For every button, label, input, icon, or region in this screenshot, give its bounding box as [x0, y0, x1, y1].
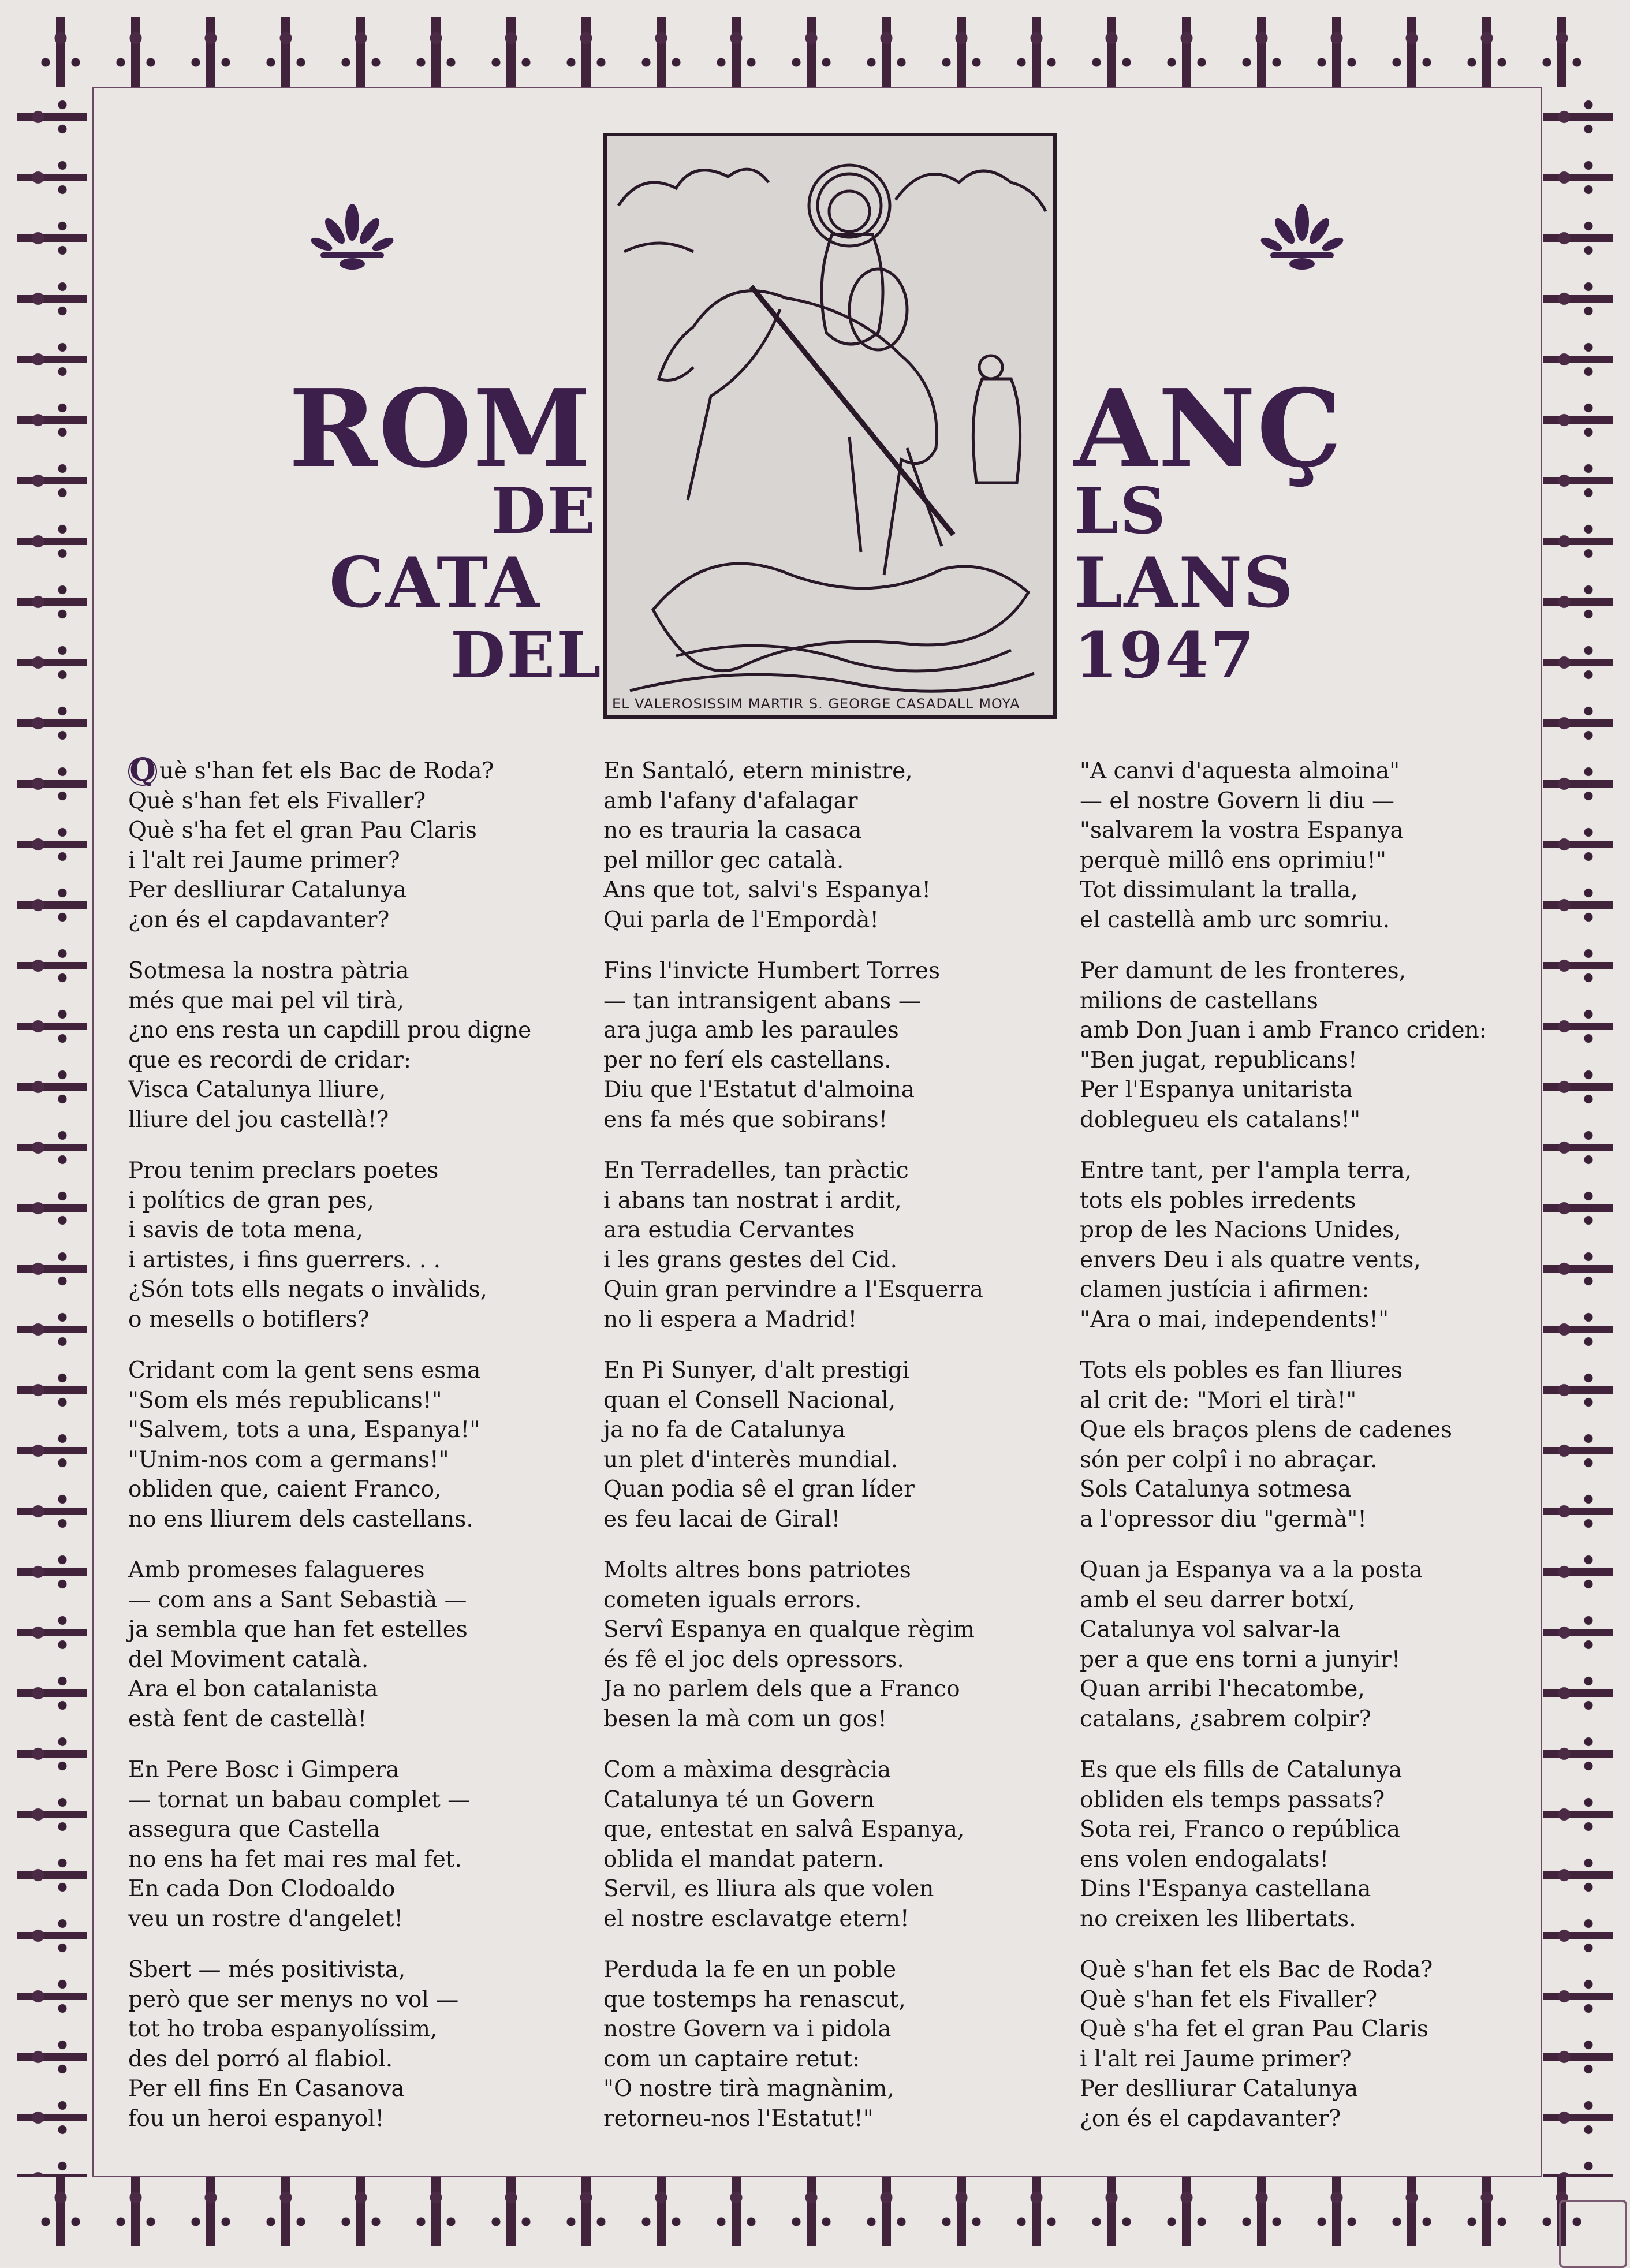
verse-text: a l'opressor diu "germà"!	[1080, 1506, 1367, 1532]
verse-line	[603, 875, 1065, 905]
verse-text: fou un heroi espanyol!	[128, 2105, 385, 2132]
verse-line	[1080, 1955, 1542, 1985]
verse-text: veu un rostre d'angelet!	[128, 1905, 404, 1932]
verse-line	[128, 1904, 590, 1934]
verse-text: un plet d'interès mundial.	[603, 1446, 898, 1473]
verse-line	[128, 1415, 590, 1445]
verse-line	[1080, 1874, 1542, 1904]
verse-text: i l'alt rei Jaume primer?	[128, 847, 400, 874]
verse-line	[1080, 1555, 1542, 1586]
title-del: DEL	[450, 618, 602, 692]
verse-text: lliure del jou castellà!?	[128, 1106, 389, 1133]
verse-line	[128, 1245, 590, 1275]
verse-text: Qui parla de l'Empordà!	[603, 907, 879, 933]
verse-text: Quan arribi l'hecatombe,	[1080, 1676, 1365, 1702]
verse-line	[1080, 1704, 1542, 1734]
verse-text: "salvarem la vostra Espanya	[1080, 818, 1404, 844]
verse-text: — tornat un babau complet —	[128, 1786, 471, 1813]
verse-text: Quan ja Espanya va a la posta	[1080, 1557, 1423, 1583]
verse-text: obliden que, caient Franco,	[128, 1476, 442, 1502]
verse-line	[1080, 1075, 1542, 1105]
verse-text: perquè millô ens oprimiu!"	[1080, 847, 1386, 874]
verse-text: es feu lacai de Giral!	[603, 1506, 841, 1532]
verse-line	[1080, 1985, 1542, 2015]
verse-text: envers Deu i als quatre vents,	[1080, 1247, 1421, 1273]
verse-text: ens fa més que sobirans!	[603, 1106, 888, 1133]
verse-line	[603, 1415, 1065, 1445]
verse-line	[603, 1075, 1065, 1105]
verse-text: quan el Consell Nacional,	[603, 1387, 896, 1413]
verse-text: catalans, ¿sabrem colpir?	[1080, 1706, 1371, 1732]
verse-line	[1080, 1415, 1542, 1445]
verse-line	[128, 1156, 590, 1186]
verse-line	[1080, 1785, 1542, 1815]
title-anc: ANÇ	[1074, 365, 1343, 491]
stanza	[1080, 956, 1542, 1135]
verse-line	[1080, 1586, 1542, 1616]
verse-line	[128, 986, 590, 1016]
verse-line	[603, 1755, 1065, 1785]
verse-line	[603, 956, 1065, 986]
verse-line	[1080, 1815, 1542, 1845]
verse-text: i abans tan nostrat i ardit,	[603, 1187, 902, 1214]
stanza	[603, 1755, 1065, 1934]
verse-text: cometen iguals errors.	[603, 1587, 862, 1613]
verse-line	[128, 1356, 590, 1386]
verse-text: amb Don Juan i amb Franco criden:	[1080, 1017, 1487, 1043]
verse-line	[603, 1586, 1065, 1616]
stanza	[603, 1555, 1065, 1734]
verse-text: no es trauria la casaca	[603, 818, 862, 844]
verse-text: Servî Espanya en qualque règim	[603, 1617, 975, 1643]
ornamental-border-top	[23, 17, 1607, 87]
verse-line	[1080, 786, 1542, 816]
poem-column-2	[603, 756, 1065, 2155]
verse-line	[128, 956, 590, 986]
verse-line	[603, 1356, 1065, 1386]
verse-line	[603, 1815, 1065, 1845]
stanza	[128, 1555, 590, 1734]
verse-line	[603, 905, 1065, 935]
verse-text: En Terradelles, tan pràctic	[603, 1158, 909, 1184]
verse-line	[603, 1874, 1065, 1904]
verse-text: Quin gran pervindre a l'Esquerra	[603, 1277, 983, 1303]
verse-line	[1080, 1615, 1542, 1645]
verse-line	[128, 1815, 590, 1845]
verse-line	[128, 786, 590, 816]
verse-text: no li espera a Madrid!	[603, 1306, 857, 1333]
verse-line	[603, 1615, 1065, 1645]
verse-text: "Ara o mai, independents!"	[1080, 1306, 1389, 1333]
verse-text: Que els braços plens de cadenes	[1080, 1417, 1452, 1443]
ornamental-border-bottom	[23, 2177, 1607, 2246]
verse-line	[128, 753, 590, 788]
stanza	[1080, 1955, 1542, 2133]
verse-text: Catalunya vol salvar-la	[1080, 1617, 1341, 1643]
verse-line	[128, 1046, 590, 1076]
verse-line	[128, 1475, 590, 1505]
verse-line	[603, 1985, 1065, 2015]
drop-cap: Q	[128, 757, 157, 786]
verse-line	[1080, 2104, 1542, 2134]
fleuron-right-icon	[1259, 199, 1345, 274]
verse-text: i polítics de gran pes,	[128, 1187, 374, 1214]
verse-line	[1080, 2045, 1542, 2075]
verse-text: però que ser menys no vol —	[128, 1986, 459, 2013]
verse-text: i savis de tota mena,	[128, 1217, 363, 1243]
title-ls: LS	[1074, 473, 1167, 548]
stanza	[1080, 1156, 1542, 1334]
verse-text: per no ferí els castellans.	[603, 1047, 892, 1073]
stanza	[1080, 756, 1542, 935]
verse-text: Entre tant, per l'ampla terra,	[1080, 1158, 1412, 1184]
verse-text: ¿on és el capdavanter?	[1080, 2105, 1341, 2132]
verse-text: Ans que tot, salvi's Espanya!	[603, 877, 931, 903]
verse-text: Catalunya té un Govern	[603, 1786, 875, 1813]
verse-line	[603, 986, 1065, 1016]
verse-line	[603, 1386, 1065, 1416]
stanza	[128, 956, 590, 1135]
verse-line	[603, 1785, 1065, 1815]
verse-line	[128, 1445, 590, 1475]
verse-line	[603, 1275, 1065, 1305]
stanza	[128, 1755, 590, 1934]
verse-text: En Santaló, etern ministre,	[603, 758, 913, 784]
verse-line	[1080, 986, 1542, 1016]
verse-line	[1080, 1445, 1542, 1475]
verse-text: tots els pobles irredents	[1080, 1187, 1356, 1214]
verse-text: ja sembla que han fet estelles	[128, 1617, 468, 1643]
verse-line	[128, 905, 590, 935]
verse-line	[603, 1305, 1065, 1335]
verse-text: En cada Don Clodoaldo	[128, 1876, 396, 1902]
ornamental-border-left	[17, 87, 87, 2177]
verse-line	[1080, 1845, 1542, 1875]
verse-text: que es recordi de cridar:	[128, 1047, 411, 1073]
verse-text: Servil, es lliura als que volen	[603, 1876, 934, 1902]
verse-text: Per damunt de les fronteres,	[1080, 958, 1407, 984]
verse-text: clamen justícia i afirmen:	[1080, 1277, 1370, 1303]
verse-line	[603, 846, 1065, 876]
stanza	[603, 1156, 1065, 1334]
verse-text: Per l'Espanya unitarista	[1080, 1077, 1353, 1103]
woodcut-caption: EL VALEROSISSIM MARTIR S. GEORGE CASADALL MOYA	[612, 696, 1020, 712]
verse-text: Sols Catalunya sotmesa	[1080, 1476, 1351, 1502]
verse-line	[1080, 1755, 1542, 1785]
verse-line	[603, 1046, 1065, 1076]
stanza	[128, 1955, 590, 2133]
verse-text: "Som els més republicans!"	[128, 1387, 442, 1413]
verse-text: Què s'han fet els Fivaller?	[128, 788, 426, 814]
verse-line	[128, 1505, 590, 1535]
verse-text: ja no fa de Catalunya	[603, 1417, 846, 1443]
verse-line	[1080, 1016, 1542, 1046]
verse-text: retorneu-nos l'Estatut!"	[603, 2105, 874, 2132]
verse-line	[603, 1674, 1065, 1704]
verse-line	[603, 1105, 1065, 1135]
verse-line	[1080, 1904, 1542, 1934]
verse-text: des del porró al flabiol.	[128, 2046, 393, 2072]
verse-line	[128, 1555, 590, 1586]
verse-line	[1080, 2015, 1542, 2045]
verse-text: ¿Són tots ells negats o invàlids,	[128, 1277, 487, 1303]
archive-stamp	[1559, 2200, 1627, 2268]
verse-line	[603, 1245, 1065, 1275]
verse-text: ara juga amb les paraules	[603, 1017, 899, 1043]
verse-line	[128, 1704, 590, 1734]
stanza	[603, 1955, 1065, 2133]
verse-text: Molts altres bons patriotes	[603, 1557, 911, 1583]
verse-line	[1080, 875, 1542, 905]
verse-line	[128, 2015, 590, 2045]
verse-text: Visca Catalunya lliure,	[128, 1077, 386, 1103]
verse-text: En Pere Bosc i Gimpera	[128, 1757, 400, 1783]
verse-line	[128, 1215, 590, 1245]
verse-text: Tot dissimulant la tralla,	[1080, 877, 1358, 903]
verse-text: Ja no parlem dels que a Franco	[603, 1676, 960, 1702]
verse-line	[128, 1845, 590, 1875]
verse-line	[603, 786, 1065, 816]
verse-text: assegura que Castella	[128, 1816, 381, 1842]
verse-text: Tots els pobles es fan lliures	[1080, 1357, 1403, 1383]
verse-text: nostre Govern va i pidola	[603, 2016, 892, 2042]
stanza	[128, 1156, 590, 1334]
verse-line	[603, 1215, 1065, 1245]
verse-text: besen la mà com un gos!	[603, 1706, 887, 1732]
verse-text: oblida el mandat patern.	[603, 1846, 885, 1872]
verse-line	[128, 1075, 590, 1105]
stanza	[603, 1356, 1065, 1534]
verse-line	[603, 756, 1065, 786]
verse-text: uè s'han fet els Bac de Roda?	[159, 758, 494, 784]
verse-line	[128, 1305, 590, 1335]
verse-text: pel millor gec català.	[603, 847, 844, 874]
verse-line	[128, 1645, 590, 1675]
verse-text: Què s'han fet els Fivaller?	[1080, 1986, 1378, 2013]
verse-line	[128, 1186, 590, 1216]
verse-line	[128, 1016, 590, 1046]
verse-text: que tostemps ha renascut,	[603, 1986, 906, 2013]
verse-line	[1080, 1475, 1542, 1505]
verse-text: amb l'afany d'afalagar	[603, 788, 858, 814]
verse-line	[128, 1985, 590, 2015]
verse-line	[128, 846, 590, 876]
verse-text: és fê el joc dels opressors.	[603, 1646, 904, 1673]
verse-text: Sotmesa la nostra pàtria	[128, 958, 409, 984]
title-year: 1947	[1074, 618, 1256, 692]
ornamental-border-right	[1543, 87, 1613, 2177]
verse-line	[1080, 1275, 1542, 1305]
verse-text: Per deslliurar Catalunya	[1080, 2076, 1359, 2102]
verse-text: el nostre esclavatge etern!	[603, 1905, 909, 1932]
verse-text: ¿no ens resta un capdill prou digne	[128, 1017, 532, 1043]
verse-line	[603, 1904, 1065, 1934]
verse-line	[603, 1645, 1065, 1675]
verse-line	[1080, 1215, 1542, 1245]
verse-line	[128, 1586, 590, 1616]
verse-line	[128, 1874, 590, 1904]
verse-line	[603, 1445, 1065, 1475]
stanza	[1080, 1356, 1542, 1534]
verse-text: no ens lliurem dels castellans.	[128, 1506, 473, 1532]
verse-text: Quan podia sê el gran líder	[603, 1476, 915, 1502]
verse-line	[1080, 1505, 1542, 1535]
stanza	[603, 756, 1065, 935]
verse-line	[603, 2015, 1065, 2045]
verse-line	[603, 1505, 1065, 1535]
verse-line	[1080, 2074, 1542, 2104]
verse-text: al crit de: "Mori el tirà!"	[1080, 1387, 1357, 1413]
verse-text: Diu que l'Estatut d'almoina	[603, 1077, 915, 1103]
verse-text: Sota rei, Franco o república	[1080, 1816, 1400, 1842]
verse-text: i les grans gestes del Cid.	[603, 1247, 898, 1273]
verse-line	[128, 875, 590, 905]
verse-line	[1080, 1186, 1542, 1216]
verse-text: — tan intransigent abans —	[603, 987, 921, 1014]
verse-line	[128, 1275, 590, 1305]
verse-text: Fins l'invicte Humbert Torres	[603, 958, 941, 984]
verse-text: "Ben jugat, republicans!	[1080, 1047, 1357, 1073]
verse-text: està fent de castellà!	[128, 1706, 367, 1732]
verse-line	[1080, 1674, 1542, 1704]
verse-text: Es que els fills de Catalunya	[1080, 1757, 1403, 1783]
verse-line	[603, 1156, 1065, 1186]
fleuron-left-icon	[309, 199, 396, 274]
verse-line	[1080, 956, 1542, 986]
verse-text: el castellà amb urc somriu.	[1080, 907, 1390, 933]
verse-text: són per colpî i no abraçar.	[1080, 1446, 1378, 1473]
verse-text: del Moviment català.	[128, 1646, 369, 1673]
verse-line	[128, 2104, 590, 2134]
saint-george-woodcut	[603, 133, 1057, 719]
verse-text: Què s'han fet els Bac de Roda?	[1080, 1957, 1433, 1983]
verse-line	[603, 816, 1065, 846]
verse-text: que, entestat en salvâ Espanya,	[603, 1816, 965, 1842]
verse-text: En Pi Sunyer, d'alt prestigi	[603, 1357, 910, 1383]
verse-text: Per ell fins En Casanova	[128, 2076, 405, 2102]
verse-line	[128, 2045, 590, 2075]
verse-line	[1080, 756, 1542, 786]
verse-text: ara estudia Cervantes	[603, 1217, 855, 1243]
verse-text: Prou tenim preclars poetes	[128, 1158, 439, 1184]
verse-line	[128, 1955, 590, 1985]
verse-text: doblegueu els catalans!"	[1080, 1106, 1361, 1133]
verse-text: Com a màxima desgràcia	[603, 1757, 892, 1783]
stanza	[128, 753, 590, 935]
title-cata: CATA	[329, 542, 540, 624]
verse-line	[128, 1755, 590, 1785]
verse-line	[128, 1386, 590, 1416]
verse-text: tot ho troba espanyolíssim,	[128, 2016, 438, 2042]
verse-text: "O nostre tirà magnànim,	[603, 2076, 894, 2102]
stanza	[603, 956, 1065, 1135]
verse-line	[603, 1555, 1065, 1586]
verse-line	[1080, 816, 1542, 846]
verse-line	[603, 1016, 1065, 1046]
verse-line	[128, 2074, 590, 2104]
stanza	[1080, 1755, 1542, 1934]
verse-text: — com ans a Sant Sebastià —	[128, 1587, 467, 1613]
verse-text: Què s'ha fet el gran Pau Claris	[128, 818, 477, 844]
verse-line	[1080, 1105, 1542, 1135]
verse-text: com un captaire retut:	[603, 2046, 860, 2072]
verse-line	[128, 1105, 590, 1135]
verse-line	[1080, 1356, 1542, 1386]
verse-text: Amb promeses falagueres	[128, 1557, 425, 1583]
verse-text: més que mai pel vil tirà,	[128, 987, 404, 1014]
verse-line	[603, 2074, 1065, 2104]
verse-line	[603, 1845, 1065, 1875]
poem-column-1	[128, 753, 590, 2155]
verse-line	[603, 1186, 1065, 1216]
verse-text: amb el seu darrer botxí,	[1080, 1587, 1355, 1613]
verse-text: "A canvi d'aquesta almoina"	[1080, 758, 1400, 784]
verse-line	[1080, 1245, 1542, 1275]
title-lans: LANS	[1074, 542, 1295, 624]
stanza	[128, 1356, 590, 1534]
saint-george-woodcut-icon	[607, 136, 1053, 715]
verse-text: no ens ha fet mai res mal fet.	[128, 1846, 462, 1872]
verse-text: Perduda la fe en un poble	[603, 1957, 897, 1983]
verse-line	[603, 2104, 1065, 2134]
verse-text: "Unim-nos com a germans!"	[128, 1446, 449, 1473]
verse-text: ¿on és el capdavanter?	[128, 907, 390, 933]
title-de: DE	[491, 473, 597, 548]
verse-text: Ara el bon catalanista	[128, 1676, 378, 1702]
verse-text: Dins l'Espanya castellana	[1080, 1876, 1371, 1902]
verse-line	[1080, 1156, 1542, 1186]
verse-line	[128, 816, 590, 846]
verse-line	[603, 1955, 1065, 1985]
verse-text: i l'alt rei Jaume primer?	[1080, 2046, 1352, 2072]
verse-text: i artistes, i fins guerrers. . .	[128, 1247, 441, 1273]
verse-text: milions de castellans	[1080, 987, 1319, 1014]
stanza	[1080, 1555, 1542, 1734]
poem-column-3	[1080, 756, 1542, 2155]
verse-line	[128, 1785, 590, 1815]
verse-line	[603, 2045, 1065, 2075]
verse-text: Per deslliurar Catalunya	[128, 877, 407, 903]
verse-text: "Salvem, tots a una, Espanya!"	[128, 1417, 480, 1443]
verse-text: obliden els temps passats?	[1080, 1786, 1385, 1813]
verse-line	[603, 1475, 1065, 1505]
verse-line	[1080, 846, 1542, 876]
verse-text: ens volen endogalats!	[1080, 1846, 1329, 1872]
verse-text: Cridant com la gent sens esma	[128, 1357, 481, 1383]
verse-line	[128, 1674, 590, 1704]
verse-line	[603, 1704, 1065, 1734]
verse-text: no creixen les llibertats.	[1080, 1905, 1356, 1932]
verse-line	[128, 1615, 590, 1645]
verse-line	[1080, 1645, 1542, 1675]
verse-text: — el nostre Govern li diu —	[1080, 788, 1394, 814]
verse-text: Què s'ha fet el gran Pau Claris	[1080, 2016, 1428, 2042]
verse-text: prop de les Nacions Unides,	[1080, 1217, 1401, 1243]
verse-text: Sbert — més positivista,	[128, 1957, 406, 1983]
verse-text: per a que ens torni a junyir!	[1080, 1646, 1401, 1673]
title-rom: ROM	[289, 365, 592, 491]
verse-line	[1080, 1046, 1542, 1076]
verse-line	[1080, 1305, 1542, 1335]
verse-line	[1080, 905, 1542, 935]
verse-line	[1080, 1386, 1542, 1416]
verse-text: o mesells o botiflers?	[128, 1306, 370, 1333]
